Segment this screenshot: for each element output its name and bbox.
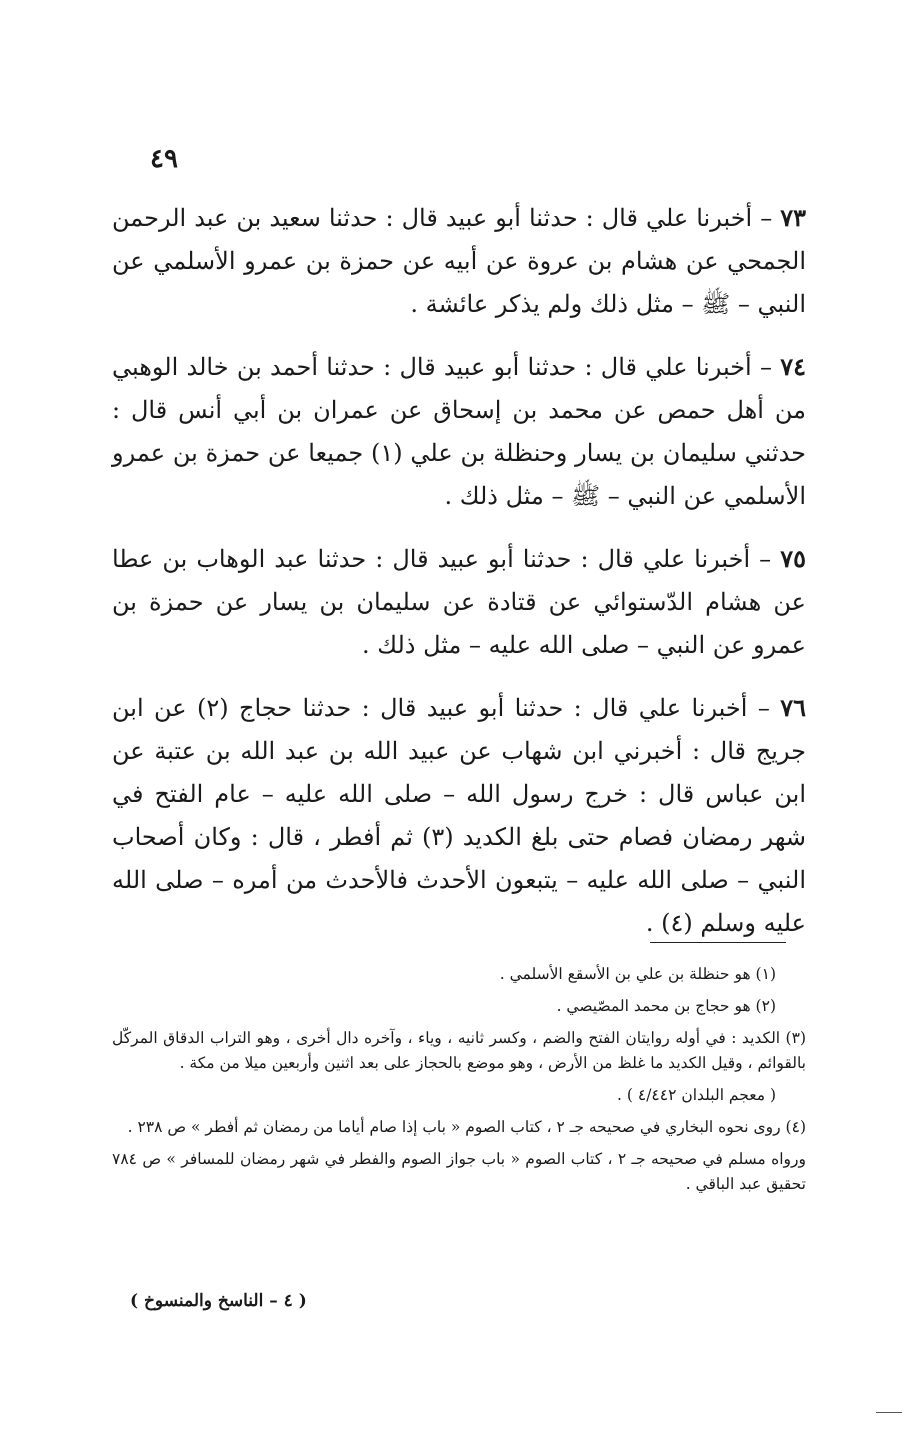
hadith-paragraph-76	[112, 686, 806, 945]
hadith-paragraph-75	[112, 537, 806, 667]
footnote-4-continued: ورواه مسلم في صحيحه جـ ٢ ، كتاب الصوم « باب جواز الصوم والفطر في شهر رمضان للمسافر » ص ٧٨٤ تحقيق عبد الباقي .	[112, 1150, 806, 1193]
footnote-1: (١) هو حنظلة بن علي بن الأسقع الأسلمي .	[499, 965, 776, 983]
footnote-2: (٢) هو حجاج بن محمد المصّيصي .	[556, 997, 776, 1015]
hadith-number: ٧٤	[780, 352, 806, 381]
hadith-paragraph-74	[112, 345, 806, 518]
hadith-text: – أخبرنا علي قال : حدثنا أبو عبيد قال : حدثنا حجاج (٢) عن ابن جريج قال : أخبرني ابن شهاب عن عبيد الله بن عبد الله بن عتبة عن ابن عباس قال : خرج رسول الله – صلى الله عليه – عام الفتح في شهر رمضان فصام حتى بلغ الكديد (٣) ثم أفطر ، قال : وكان أصحاب النبي – صلى الله عليه – يتبعون الأحدث فالأحدث من أمره – صلى الله عليه وسلم (٤) .	[112, 694, 806, 937]
hadith-paragraph-73	[112, 196, 806, 326]
main-text	[112, 196, 806, 964]
page-number: ٤٩	[150, 144, 178, 174]
hadith-number: ٧٣	[780, 203, 807, 232]
footnote-3: (٣) الكديد : في أوله روايتان الفتح والضم ، وكسر ثانيه ، وياء ، وآخره دال أخرى ، وهو التراب الدقاق المركّل بالقوائم ، وقيل الكديد ما غلظ من الأرض ، وهو موضع بالحجاز على بعد اثنين وأربعين ميلا من مكة .	[112, 1029, 806, 1072]
footnote-3-source: ( معجم البلدان ٤/٤٤٢ ) .	[617, 1086, 776, 1104]
hadith-text: – أخبرنا علي قال : حدثنا أبو عبيد قال : حدثنا سعيد بن عبد الرحمن الجمحي عن هشام بن عروة عن أبيه عن حمزة بن عمرو الأسلمي عن النبي – ﷺ – مثل ذلك ولم يذكر عائشة .	[112, 204, 806, 318]
hadith-number: ٧٥	[780, 544, 807, 573]
hadith-text: – أخبرنا علي قال : حدثنا أبو عبيد قال : حدثنا عبد الوهاب بن عطا عن هشام الدّستوائي عن قتادة عن سليمان بن يسار عن حمزة بن عمرو عن النبي – صلى الله عليه – مثل ذلك .	[112, 545, 806, 659]
hadith-number: ٧٦	[780, 693, 806, 722]
book-signature: ( ٤ – الناسخ والمنسوخ )	[130, 1291, 307, 1311]
hadith-text: – أخبرنا علي قال : حدثنا أبو عبيد قال : حدثنا أحمد بن خالد الوهبي من أهل حمص عن محمد بن إسحاق عن عمران بن أبي أنس قال : حدثني سليمان بن يسار وحنظلة بن علي (١) جميعا عن حمزة بن عمرو الأسلمي عن النبي – ﷺ – مثل ذلك .	[112, 353, 807, 510]
footnote-4: (٤) روى نحوه البخاري في صحيحه جـ ٢ ، كتاب الصوم « باب إذا صام أياما من رمضان ثم أفطر » ص ٢٣٨ .	[127, 1118, 806, 1136]
footnote-divider	[650, 942, 786, 943]
footnotes	[112, 962, 806, 1204]
scan-edge-mark	[876, 1412, 902, 1413]
